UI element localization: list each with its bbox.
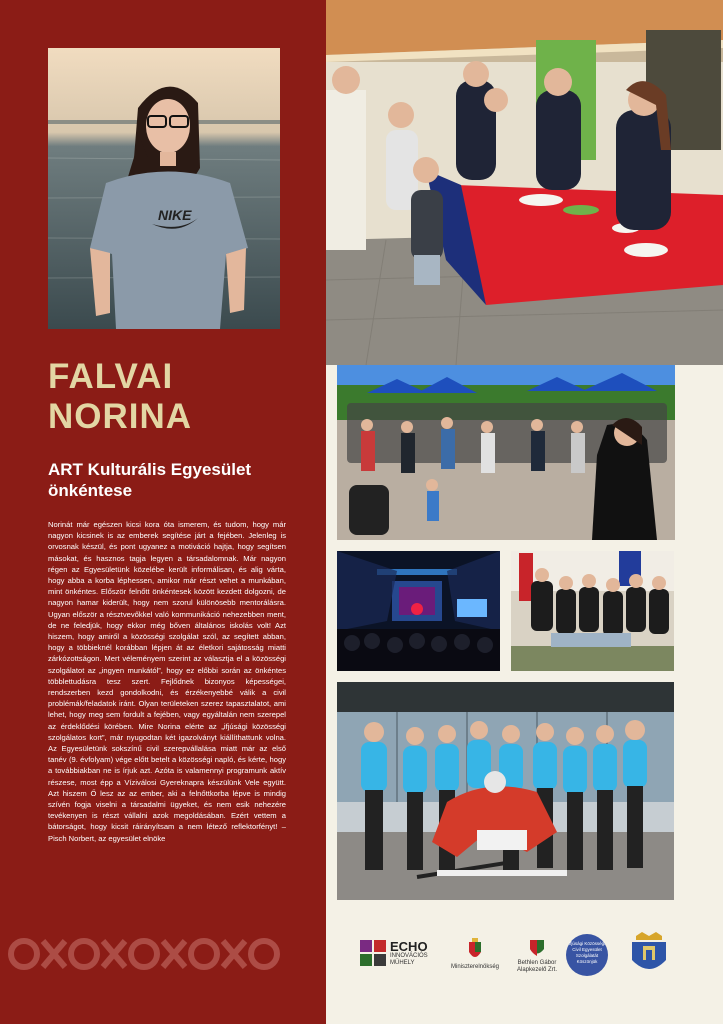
portrait-photo [48, 48, 280, 329]
photo-food-stand [326, 0, 723, 365]
role-line-2: önkéntese [48, 481, 133, 500]
name-second-line: NORINA [48, 397, 193, 436]
district-crest-logo [628, 932, 670, 981]
echo-title: ECHO [390, 939, 428, 954]
seal-line-3: Szolgálatát [575, 953, 599, 958]
decorative-xo-pattern [0, 930, 290, 978]
photo-concert-stage [337, 551, 500, 671]
person-name [48, 357, 318, 437]
district-crest-icon [628, 932, 670, 976]
bethlen-label-2: Alapkezelő Zrt. [516, 967, 558, 973]
bethlen-shield-icon [529, 938, 545, 958]
photo-volunteers-hockey [337, 682, 674, 900]
seal-line-1: Ifjúsági Közösségi [568, 941, 606, 946]
bethlen-label-1: Bethlen Gábor [517, 960, 557, 966]
echo-subtitle-2: MŰHELY [390, 960, 415, 966]
community-service-seal [566, 934, 608, 976]
echo-logo-icon [360, 940, 388, 968]
seal-line-2: Civil Egyesület [572, 947, 602, 952]
seal-line-4: Köszönjük [576, 959, 598, 964]
photo-group-selfie [511, 551, 674, 671]
ministry-label: Miniszterelnökség [450, 964, 500, 970]
role-line-1: ART Kulturális Egyesület [48, 460, 252, 479]
bethlen-logo [512, 938, 562, 974]
shirt-logo-text: NIKE [158, 207, 192, 223]
bio-text: Norinát már egészen kicsi kora óta ismerem, és tudom, hogy már nagyon kicsinek is az emberek segítése járt a fejében. Jelenleg is orvosnak készül, és pont ugyanez a motiváció hajtja, hogy segítsen másokat, és hasznos tagja legyen a társadalomnak. Már nagyon régen az Egyesületünk közelébe került informálisan, és alig várta, hogy abba a korba léphessen, amikor már részt vehet a munkában, mint önkéntes. Először felnőtt önkéntesek között kezdett dolgozni, de nagyon hamar kiderült, hogy nem szorul különösebb mentorálásra. Ugyan először a résztvevőkkel való kommunikáció nehezebben ment, de ne feledjük, hogy ekkor még bőven általános iskolás volt! Azt hiszem, hogy amiről a közösségi szolgálat szól, az segített abban, hogy a többieknél korábban lépjen át az életkori sajátosság miatti zárkózottságon. Mert véleményem szerint az választja el a közösségi szolgálatot az „ingyen munkától”, hogy ez előbbi során az önkéntes többlettudásra tesz szert. Fejlődnek bizonyos képességei, rendszerben kezd gondolkodni, és érzékenyebbé válik a civil problémák/feladatok iránt. Olyan területeken szerez tapasztalatot, ami lehet, hogy meg sem fordult a fejében, vagy egyáltalán nem szerepel az érdeklődési körében. Mire Norina elérte az „ifjúsági közösségi szolgálatos kort”, már nyugodtan két igazolványt kiállíthattunk volna. Az Egyesületünk sokszínű civil szerepvállalása miatt már az első tanév (9. évfolyam) vége előtt betelt a közösségi napló, és kérte, hogy a továbbiakban ne is írjuk azt. Azóta is valamennyi programunk aktív részese, most épp a Víziválosi Gyereknapra készülünk Vele együtt. Azt hiszem Ő lesz az az ember, aki a felnőttkorba lépve is mindig szívén fogja viselni a társadalmi ügyeket, és nem esik nehezére tevékenyen is részt vállalni azok megoldásában. Ezért vettem a bátorságot, hogy kicsit ráirányítsam a nem létező reflektorfényt! – Pisch Norbert, az egyesület elnöke [48, 520, 286, 843]
echo-subtitle-1: INNOVÁCIÓS [390, 953, 428, 959]
photo-festival-crowd [337, 365, 675, 540]
ministry-logo [444, 938, 506, 971]
role-title [48, 459, 308, 501]
name-first-line: FALVAI [48, 357, 174, 396]
coat-of-arms-icon [467, 938, 483, 962]
